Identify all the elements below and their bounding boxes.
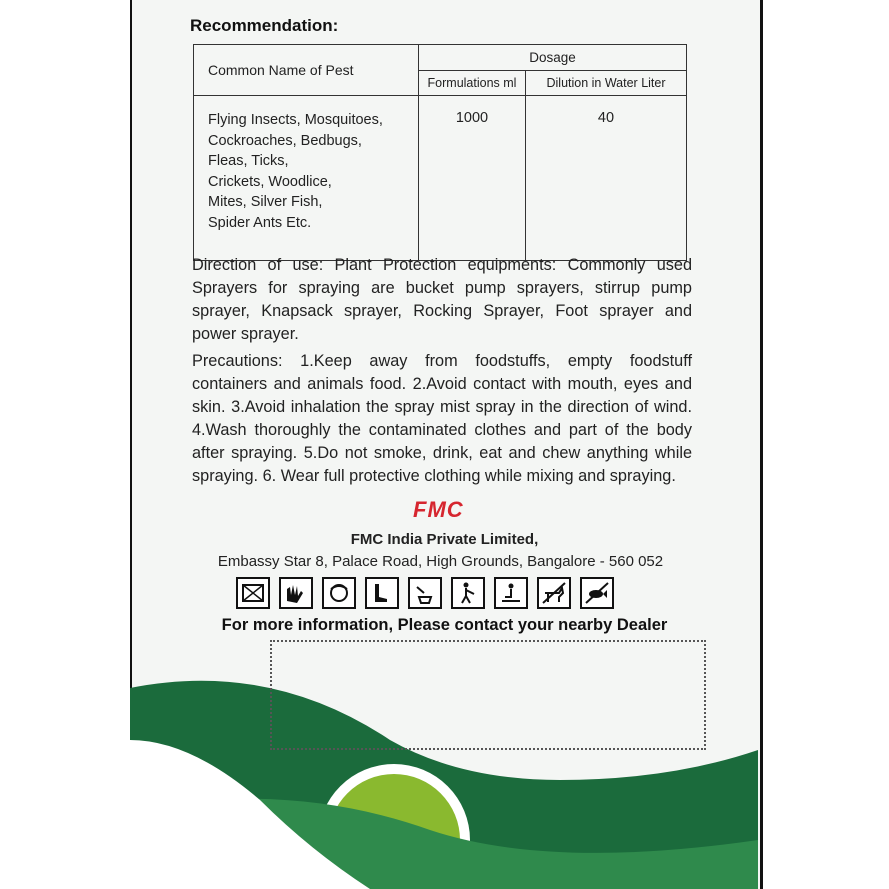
face-shield-icon [322, 577, 356, 609]
pest-list-cell [194, 96, 419, 261]
company-name: FMC India Private Limited, [350, 531, 539, 548]
pest-line: Crickets, Woodlice, [208, 173, 332, 190]
boots-icon [365, 577, 399, 609]
fmc-logo: FMC [413, 497, 464, 522]
pest-line: Cockroaches, Bedbugs, [208, 132, 362, 149]
safety-pictograms [236, 577, 614, 609]
animal-hazard-icon [537, 577, 571, 609]
dilution-value: 40 [526, 96, 687, 261]
dosage-header: Dosage [419, 45, 687, 71]
recommendation-heading: Recommendation: [190, 16, 339, 35]
dilution-header: Dilution in Water Liter [526, 70, 687, 96]
formulation-header: Formulations ml [419, 70, 526, 96]
pest-line: Spider Ants Etc. [208, 214, 312, 231]
contact-note: For more information, Please contact your nearby Dealer [221, 616, 668, 634]
no-fish-icon [580, 577, 614, 609]
precautions: Precautions: 1.Keep away from foodstuffs, empty foodstuff containers and animals food. 2.Avoid contact with mouth, eyes and skin. 3.Avoid inhalation the spray mist spray in the direction of wind. 4.Wash thoroughly the contaminated clothes and part of the body after spraying. 5.Do not smoke, drink, eat and chew anything while spraying. 6. Wear full protective clothing while mixing and spraying. [192, 352, 692, 485]
gloves-icon [279, 577, 313, 609]
storage-icon [236, 577, 270, 609]
wash-hands-icon [408, 577, 442, 609]
direction-of-use: Direction of use: Plant Protection equipments: Commonly used Sprayers for spraying are bucket pump sprayers, stirrup pump sprayer, Knapsack sprayer, Rocking Sprayer, Foot sprayer and power sprayer. [192, 256, 692, 343]
company-address: Embassy Star 8, Palace Road, High Grounds, Bangalore - 560 052 [217, 553, 664, 570]
pest-line: Flying Insects, Mosquitoes, [208, 112, 383, 128]
pest-line: Fleas, Ticks, [208, 153, 289, 169]
pest-line: Mites, Silver Fish, [208, 194, 323, 210]
sprayer-person-icon [451, 577, 485, 609]
application-icon [494, 577, 528, 609]
dealer-stamp-box [270, 640, 706, 750]
dosage-table [193, 44, 687, 261]
formulation-value: 1000 [419, 96, 526, 261]
pest-column-header: Common Name of Pest [194, 45, 419, 96]
